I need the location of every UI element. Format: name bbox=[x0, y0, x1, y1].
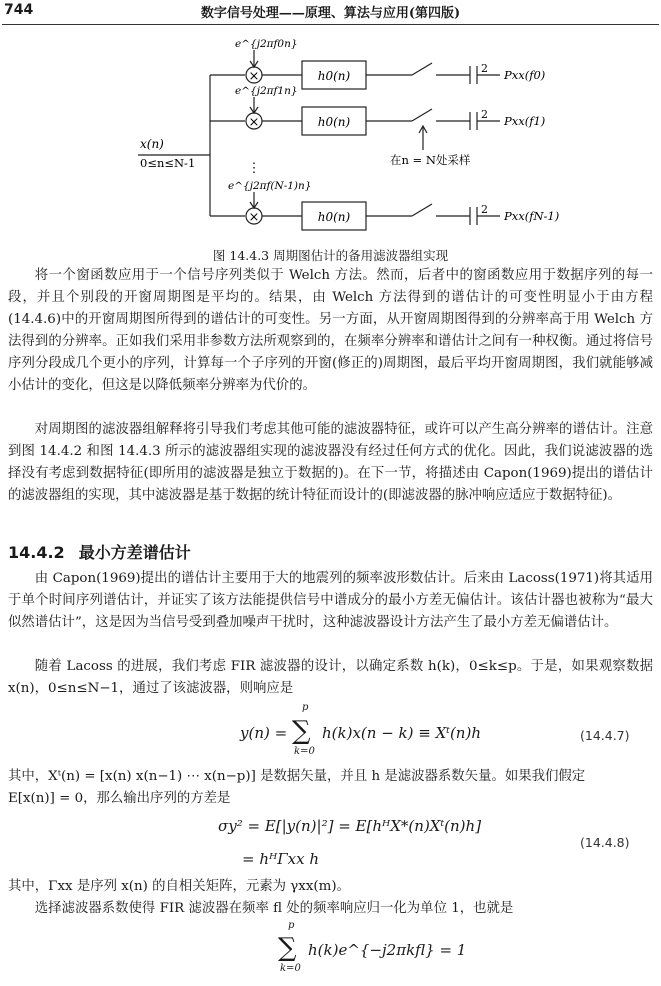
filter-label-0: h0(n) bbox=[317, 69, 351, 83]
switch-0 bbox=[412, 63, 432, 75]
eq-14-4-7-lhs: y(n) = bbox=[240, 724, 288, 742]
eq-14-4-7-sum-top: p bbox=[302, 702, 309, 713]
section-heading bbox=[8, 540, 205, 563]
page-number: 744 bbox=[4, 2, 34, 18]
magsq-0: 2 bbox=[481, 62, 488, 75]
running-title: 数字信号处理——原理、算法与应用(第四版) bbox=[200, 6, 461, 21]
mult-symbol-1: × bbox=[248, 115, 260, 130]
eq-14-4-9-sum-top: p bbox=[288, 920, 295, 931]
input-label: x(n) bbox=[140, 137, 164, 151]
eq-14-4-7-number: (14.4.7) bbox=[580, 728, 630, 743]
output-label-1: Pxx(f1) bbox=[504, 114, 546, 128]
eq-14-4-7-sum-bot: k=0 bbox=[294, 746, 315, 757]
mult-symbol-0: × bbox=[248, 69, 260, 84]
header-rule bbox=[2, 24, 659, 25]
input-range: 0≤n≤N-1 bbox=[140, 156, 196, 170]
mod-label-0: e^{j2πf0n} bbox=[235, 38, 298, 50]
figure-caption: 图 14.4.3 周期图估计的备用滤波器组实现 bbox=[212, 248, 449, 263]
eq-14-4-8-line1: σy² = E[|y(n)|²] = E[hᴴX*(n)Xᵗ(n)h] bbox=[218, 817, 482, 835]
mod-label-n: e^{j2πf(N-1)n} bbox=[228, 180, 312, 192]
section-number: 14.4.2 bbox=[8, 543, 65, 562]
paragraph-6: 其中，Γxx 是序列 x(n) 的自相关矩阵，元素为 γxx(m)。 bbox=[8, 879, 350, 894]
mod-label-1: e^{j2πf1n} bbox=[235, 85, 298, 97]
sample-note: 在n = N处采样 bbox=[390, 153, 471, 167]
filter-label-1: h0(n) bbox=[317, 115, 351, 129]
filter-bank-diagram bbox=[0, 30, 661, 245]
eq-14-4-9-sigma: ∑ bbox=[278, 933, 297, 963]
eq-14-4-9-body: h(k)e^{−j2πkfl} = 1 bbox=[308, 941, 467, 959]
output-label-n: Pxx(fN-1) bbox=[504, 209, 560, 223]
switch-n bbox=[412, 204, 432, 216]
output-label-0: Pxx(f0) bbox=[504, 68, 546, 82]
eq-14-4-7-body: h(k)x(n − k) ≡ Xᵗ(n)h bbox=[322, 724, 481, 742]
eq-14-4-7-sigma: ∑ bbox=[292, 716, 311, 746]
eq-14-4-8-line2: = hᴴΓxx h bbox=[242, 850, 319, 868]
eq-14-4-9-sum-bot: k=0 bbox=[280, 963, 301, 974]
filter-label-n: h0(n) bbox=[317, 210, 351, 224]
section-title: 最小方差谱估计 bbox=[78, 543, 191, 562]
magsq-1: 2 bbox=[481, 108, 488, 121]
paragraph-7: 选择滤波器系数使得 FIR 滤波器在频率 fl 处的频率响应归一化为单位 1，也就是 bbox=[34, 901, 514, 916]
eq-14-4-8-number: (14.4.8) bbox=[580, 835, 630, 850]
switch-1 bbox=[412, 109, 432, 121]
paragraph-2: 对周期图的滤波器组解释将引导我们考虑其他可能的滤波器特征，或许可以产生高分辨率的谱估计。注意到图 14.4.2 和图 14.4.3 所示的滤波器组实现的滤波器没有经过任何方式的优化。因此，我们说滤波器的选择没有考虑到数据特征(即所用的滤波器是独立于数据的)。在下一节，将描述由 Capon(1969)提出的谱估计的滤波器组的实现，其中滤波器是基于数据的统计特征而设计的(即滤波器的脉冲响应适应于数据特征)。 bbox=[8, 422, 653, 503]
paragraph-4: 随着 Lacoss 的进展，我们考虑 FIR 滤波器的设计，以确定系数 h(k)，0≤k≤p。于是，如果观察数据 x(n)，0≤n≤N−1，通过了该滤波器，则响应是 bbox=[8, 659, 653, 696]
mult-symbol-n: × bbox=[248, 210, 260, 225]
paragraph-1: 将一个窗函数应用于一个信号序列类似于 Welch 方法。然而，后者中的窗函数应用于数据序列的每一段，并且个别段的开窗周期图是平均的。结果，由 Welch 方法得到的谱估计的可变性明显小于由方程(14.4.6)中的开窗周期图所得到的谱估计的可变性。另一方面，从开窗周期图得到的分辨率高于用 Welch 方法得到的分辨率。正如我们采用非参数方法所观察到的，在频率分辨率和谱估计之间有一种权衡。通过将信号序列分段成几个更小的序列，计算每一个子序列的开窗(修正的)周期图，最后平均开窗周期图，我们就能够减小估计的变化，但这是以降低频率分辨率为代价的。 bbox=[8, 268, 653, 393]
paragraph-5b: E[x(n)] = 0，那么输出序列的方差是 bbox=[8, 791, 231, 806]
paragraph-3: 由 Capon(1969)提出的谱估计主要用于大的地震列的频率波形数估计。后来由 Lacoss(1971)将其适用于单个时间序列谱估计，并证实了该方法能提供信号中谱成分的最小方差无偏估计。该估计器也被称为“最大似然谱估计”，这是因为当信号受到叠加噪声干扰时，这种滤波器设计方法产生了最小方差无偏谱估计。 bbox=[8, 571, 653, 630]
magsq-n: 2 bbox=[481, 203, 488, 216]
paragraph-5a: 其中，Xᵗ(n) = [x(n) x(n−1) ⋯ x(n−p)] 是数据矢量，并且 h 是滤波器系数矢量。如果我们假定 bbox=[8, 769, 586, 784]
ellipsis-dots: ⋮ bbox=[247, 161, 261, 176]
